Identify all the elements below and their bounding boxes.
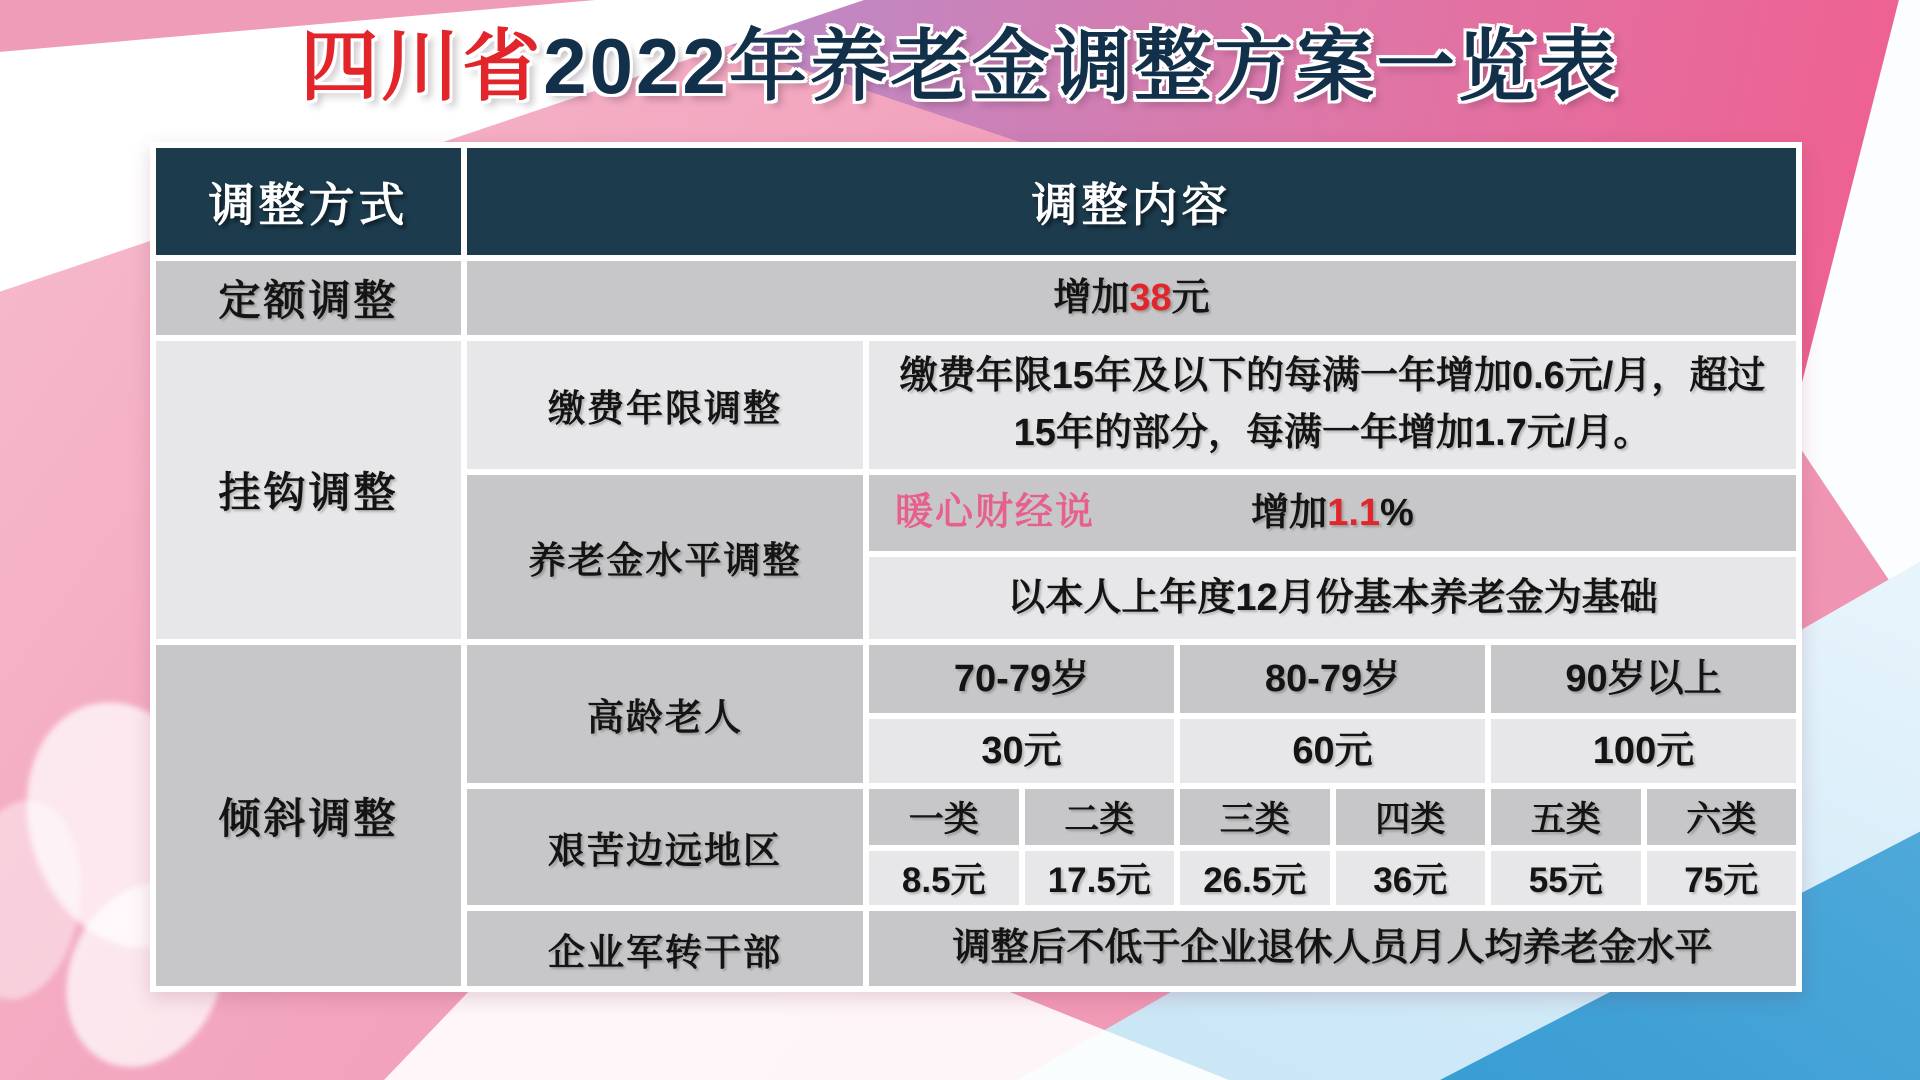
header-method: 调整方式 [156, 148, 461, 255]
row-label-veteran: 企业军转干部 [467, 911, 863, 986]
row-label-contribution-years: 缴费年限调整 [467, 341, 863, 469]
watermark-text: 暖心财经说 [895, 491, 1096, 534]
remote-amount: 26.5元 [1180, 851, 1330, 905]
elderly-amount: 30元 [869, 719, 1174, 783]
fixed-prefix: 增加 [1053, 276, 1130, 319]
row-label-pension-level: 养老金水平调整 [467, 475, 863, 639]
remote-amount: 8.5元 [869, 851, 1019, 905]
level-value: 1.1 [1327, 491, 1381, 534]
page-title [0, 18, 1920, 116]
remote-amount: 55元 [1491, 851, 1641, 905]
contribution-years-content: 缴费年限15年及以下的每满一年增加0.6元/月，超过15年的部分，每满一年增加1.7元/月。 [869, 341, 1796, 469]
elderly-amount: 60元 [1180, 719, 1485, 783]
level-suffix: % [1380, 491, 1414, 534]
fixed-amount: 38 [1129, 276, 1172, 319]
fixed-suffix: 元 [1171, 276, 1210, 319]
title-province: 四川省 [300, 22, 544, 110]
elderly-amount: 100元 [1491, 719, 1796, 783]
elderly-group: 80-79岁 [1180, 645, 1485, 713]
remote-class: 五类 [1491, 789, 1641, 845]
row-label-tilt: 倾斜调整 [156, 645, 461, 986]
elderly-group: 70-79岁 [869, 645, 1174, 713]
remote-amount: 36元 [1336, 851, 1486, 905]
pension-level-basis: 以本人上年度12月份基本养老金为基础 [869, 557, 1796, 639]
remote-class: 二类 [1025, 789, 1175, 845]
remote-class: 六类 [1647, 789, 1797, 845]
title-text: 2022年养老金调整方案一览表 [543, 22, 1620, 110]
remote-class: 一类 [869, 789, 1019, 845]
remote-amount: 75元 [1647, 851, 1797, 905]
header-content: 调整内容 [467, 148, 1796, 255]
remote-amount: 17.5元 [1025, 851, 1175, 905]
pension-level-increase [869, 475, 1796, 551]
veteran-content: 调整后不低于企业退休人员月人均养老金水平 [869, 911, 1796, 986]
row-label-linked: 挂钩调整 [156, 341, 461, 639]
level-prefix: 增加 [1251, 491, 1328, 534]
row-label-fixed: 定额调整 [156, 261, 461, 335]
remote-class: 三类 [1180, 789, 1330, 845]
elderly-group: 90岁以上 [1491, 645, 1796, 713]
row-label-elderly: 高龄老人 [467, 645, 863, 783]
fixed-content [467, 261, 1796, 335]
pension-adjustment-table [150, 142, 1802, 992]
row-label-remote-area: 艰苦边远地区 [467, 789, 863, 905]
remote-class: 四类 [1336, 789, 1486, 845]
